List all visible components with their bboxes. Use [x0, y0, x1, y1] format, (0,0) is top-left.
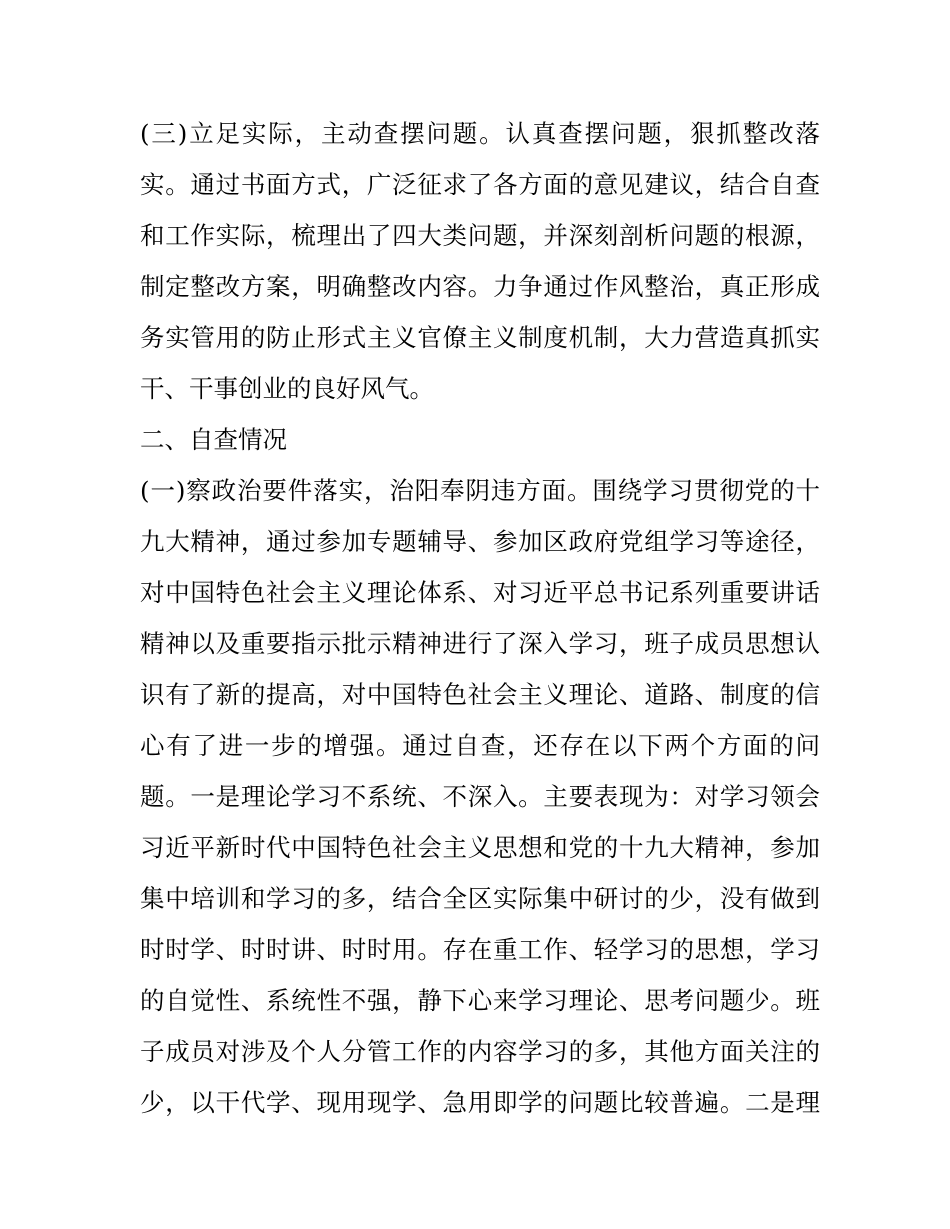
text-line: 少，以干代学、现用现学、急用即学的问题比较普遍。二是理	[140, 1088, 820, 1117]
text-line: 的自觉性、系统性不强，静下心来学习理论、思考问题少。班	[140, 986, 820, 1015]
text-line: 干、干事创业的良好风气。	[140, 374, 434, 403]
text-line: 二、自查情况	[140, 425, 287, 454]
text-line: 集中培训和学习的多，结合全区实际集中研讨的少，没有做到	[140, 884, 820, 913]
text-line: 务实管用的防止形式主义官僚主义制度机制，大力营造真抓实	[140, 323, 820, 352]
text-line: 心有了进一步的增强。通过自查，还存在以下两个方面的问	[140, 731, 820, 760]
text-line: (三)立足实际，主动查摆问题。认真查摆问题，狠抓整改落	[140, 119, 820, 148]
text-line: 子成员对涉及个人分管工作的内容学习的多，其他方面关注的	[140, 1037, 820, 1066]
text-line: 对中国特色社会主义理论体系、对习近平总书记系列重要讲话	[140, 578, 820, 607]
text-line: 精神以及重要指示批示精神进行了深入学习，班子成员思想认	[140, 629, 820, 658]
text-line: 识有了新的提高，对中国特色社会主义理论、道路、制度的信	[140, 680, 820, 709]
text-line: 题。一是理论学习不系统、不深入。主要表现为：对学习领会	[140, 782, 820, 811]
text-line: 实。通过书面方式，广泛征求了各方面的意见建议，结合自查	[140, 170, 820, 199]
text-line: 时时学、时时讲、时时用。存在重工作、轻学习的思想，学习	[140, 935, 820, 964]
text-line: 习近平新时代中国特色社会主义思想和党的十九大精神，参加	[140, 833, 820, 862]
document-body	[140, 108, 820, 1128]
text-line: (一)察政治要件落实，治阳奉阴违方面。围绕学习贯彻党的十	[140, 476, 820, 505]
text-line: 制定整改方案，明确整改内容。力争通过作风整治，真正形成	[140, 272, 820, 301]
text-line: 和工作实际，梳理出了四大类问题，并深刻剖析问题的根源，	[140, 221, 820, 250]
text-line: 九大精神，通过参加专题辅导、参加区政府党组学习等途径，	[140, 527, 820, 556]
